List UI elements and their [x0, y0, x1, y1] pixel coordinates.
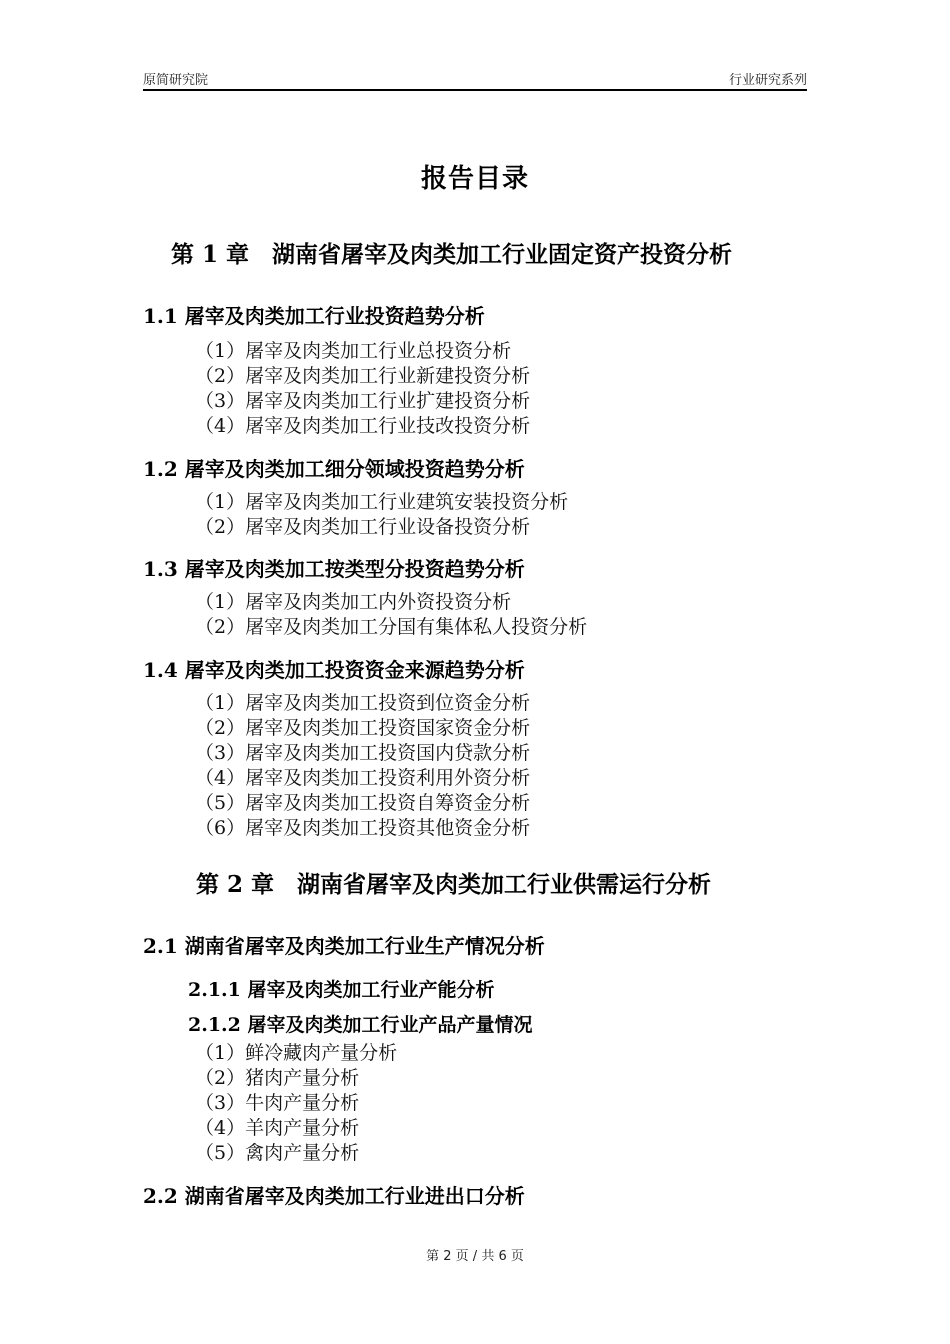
header-series-name: 行业研究系列 — [728, 73, 807, 88]
toc-chapter-2[interactable]: 第 2 章 湖南省屠宰及肉类加工行业供需运行分析 — [196, 871, 712, 898]
toc-section-1-2[interactable]: 1.2 屠宰及肉类加工细分领域投资趋势分析 — [143, 457, 525, 481]
page-title: 报告目录 — [420, 164, 529, 194]
toc-subsection-2-1-1[interactable]: 2.1.1 屠宰及肉类加工行业产能分析 — [188, 979, 495, 1001]
toc-item[interactable]: （2）屠宰及肉类加工投资国家资金分析 — [195, 717, 531, 739]
toc-item[interactable]: （1）屠宰及肉类加工内外资投资分析 — [195, 591, 512, 613]
toc-item[interactable]: （2）屠宰及肉类加工行业新建投资分析 — [195, 365, 531, 387]
toc-item[interactable]: （4）屠宰及肉类加工行业技改投资分析 — [195, 415, 531, 437]
toc-item[interactable]: （1）屠宰及肉类加工行业总投资分析 — [195, 340, 512, 362]
toc-item[interactable]: （2）屠宰及肉类加工行业设备投资分析 — [195, 516, 531, 538]
toc-section-2-1[interactable]: 2.1 湖南省屠宰及肉类加工行业生产情况分析 — [143, 934, 545, 958]
toc-section-1-1[interactable]: 1.1 屠宰及肉类加工行业投资趋势分析 — [143, 304, 485, 328]
header-org-name: 原简研究院 — [143, 73, 209, 88]
toc-item[interactable]: （4）羊肉产量分析 — [195, 1117, 360, 1139]
toc-item[interactable]: （1）屠宰及肉类加工行业建筑安装投资分析 — [195, 491, 569, 513]
page-header — [143, 69, 807, 89]
toc-item[interactable]: （3）屠宰及肉类加工行业扩建投资分析 — [195, 390, 531, 412]
toc-section-1-3[interactable]: 1.3 屠宰及肉类加工按类型分投资趋势分析 — [143, 557, 525, 581]
toc-item[interactable]: （1）屠宰及肉类加工投资到位资金分析 — [195, 692, 531, 714]
toc-item[interactable]: （2）屠宰及肉类加工分国有集体私人投资分析 — [195, 616, 588, 638]
toc-item[interactable]: （5）禽肉产量分析 — [195, 1142, 360, 1164]
toc-item[interactable]: （2）猪肉产量分析 — [195, 1067, 360, 1089]
toc-section-2-2[interactable]: 2.2 湖南省屠宰及肉类加工行业进出口分析 — [143, 1184, 525, 1208]
toc-section-1-4[interactable]: 1.4 屠宰及肉类加工投资资金来源趋势分析 — [143, 658, 525, 682]
toc-item[interactable]: （1）鲜冷藏肉产量分析 — [195, 1042, 398, 1064]
toc-chapter-1[interactable]: 第 1 章 湖南省屠宰及肉类加工行业固定资产投资分析 — [171, 241, 733, 268]
toc-item[interactable]: （3）牛肉产量分析 — [195, 1092, 360, 1114]
toc-item[interactable]: （4）屠宰及肉类加工投资利用外资分析 — [195, 767, 531, 789]
toc-subsection-2-1-2[interactable]: 2.1.2 屠宰及肉类加工行业产品产量情况 — [188, 1014, 533, 1036]
toc-item[interactable]: （5）屠宰及肉类加工投资自筹资金分析 — [195, 792, 531, 814]
toc-item[interactable]: （3）屠宰及肉类加工投资国内贷款分析 — [195, 742, 531, 764]
page-number: 第 2 页 / 共 6 页 — [426, 1249, 524, 1264]
toc-item[interactable]: （6）屠宰及肉类加工投资其他资金分析 — [195, 817, 531, 839]
header-divider — [143, 89, 807, 91]
